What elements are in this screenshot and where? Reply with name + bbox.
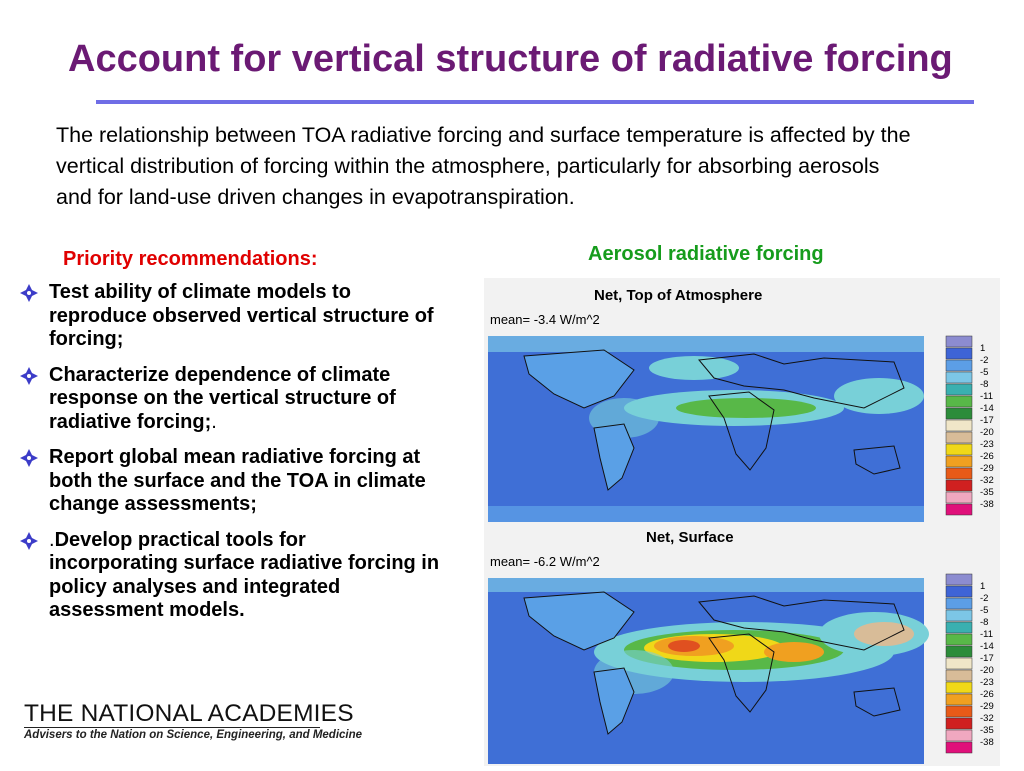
recommendation-text: Develop practical tools for incorporating surface radiative forcing in policy analyses and integrated assessment models. <box>49 528 440 621</box>
colorbar-label: -8 <box>980 617 989 628</box>
slide-title: Account for vertical structure of radiative forcing <box>68 38 953 80</box>
surface-colorbar <box>946 574 994 753</box>
colorbar-label: -11 <box>980 629 994 640</box>
panel-mean: mean= -3.4 W/m^2 <box>490 312 600 327</box>
colorbar-label: -20 <box>980 665 994 676</box>
colorbar-label: -26 <box>980 689 994 700</box>
colorbar-label: -17 <box>980 415 994 426</box>
colorbar-label: -26 <box>980 451 994 462</box>
recommendation-item <box>20 446 440 517</box>
logo-divider <box>24 727 320 728</box>
toa-forcing-figure <box>484 278 1000 528</box>
colorbar-label: -38 <box>980 737 994 748</box>
colorbar-label: -38 <box>980 499 994 510</box>
colorbar-label: -35 <box>980 725 994 736</box>
logo-tagline: Advisers to the Nation on Science, Engineering, and Medicine <box>24 729 363 741</box>
figure-heading: Aerosol radiative forcing <box>588 243 824 265</box>
recommendation-prefix: . <box>49 528 55 551</box>
panel-title: Net, Surface <box>646 529 734 546</box>
toa-forcing-panel <box>484 278 1000 528</box>
colorbar-label: -14 <box>980 641 994 652</box>
toa-colorbar <box>946 336 994 515</box>
surface-forcing-figure <box>484 522 1000 766</box>
panel-mean: mean= -6.2 W/m^2 <box>490 554 600 569</box>
diamond-bullet-icon <box>20 367 38 385</box>
diamond-bullet-icon <box>20 449 38 467</box>
colorbar-label: -2 <box>980 355 989 366</box>
colorbar-label: -23 <box>980 677 994 688</box>
surface-forcing-panel <box>484 522 1000 766</box>
panel-title: Net, Top of Atmosphere <box>594 287 763 304</box>
colorbar-label: -2 <box>980 593 989 604</box>
colorbar-label: -23 <box>980 439 994 450</box>
colorbar-label: -8 <box>980 379 989 390</box>
colorbar-label: -29 <box>980 463 994 474</box>
colorbar-label: -5 <box>980 367 989 378</box>
recommendation-item <box>20 529 440 623</box>
colorbar-label: -5 <box>980 605 989 616</box>
colorbar-label: -29 <box>980 701 994 712</box>
priority-heading: Priority recommendations: <box>63 248 318 270</box>
colorbar-label: -32 <box>980 475 994 486</box>
colorbar-label: -35 <box>980 487 994 498</box>
colorbar-label: -20 <box>980 427 994 438</box>
diamond-bullet-icon <box>20 284 38 302</box>
colorbar-label: -11 <box>980 391 994 402</box>
toa-map <box>488 336 924 522</box>
recommendation-suffix: . <box>211 410 217 433</box>
surface-map <box>488 578 929 764</box>
recommendation-item <box>20 364 440 435</box>
intro-paragraph: The relationship between TOA radiative forcing and surface temperature is affected by the vertical distribution of forcing within the atmosphere, particularly for absorbing aerosols and for land-use driven changes in evapotranspiration. <box>56 123 911 209</box>
colorbar-label: -14 <box>980 403 994 414</box>
colorbar-label: 1 <box>980 581 986 592</box>
recommendation-text: Test ability of climate models to reproduce observed vertical structure of forcing; <box>49 281 434 350</box>
diamond-bullet-icon <box>20 532 38 550</box>
recommendation-text: Report global mean radiative forcing at both the surface and the TOA in climate change assessments; <box>49 446 426 515</box>
colorbar-label: 1 <box>980 343 986 354</box>
recommendation-text: Characterize dependence of climate response on the vertical structure of radiative forcing; <box>49 363 396 433</box>
recommendation-item <box>20 281 440 352</box>
colorbar-label: -32 <box>980 713 994 724</box>
colorbar-label: -17 <box>980 653 994 664</box>
title-underline <box>96 100 974 104</box>
national-academies-logo: THE NATIONAL ACADEMIES <box>24 700 354 727</box>
recommendation-list <box>20 281 440 635</box>
